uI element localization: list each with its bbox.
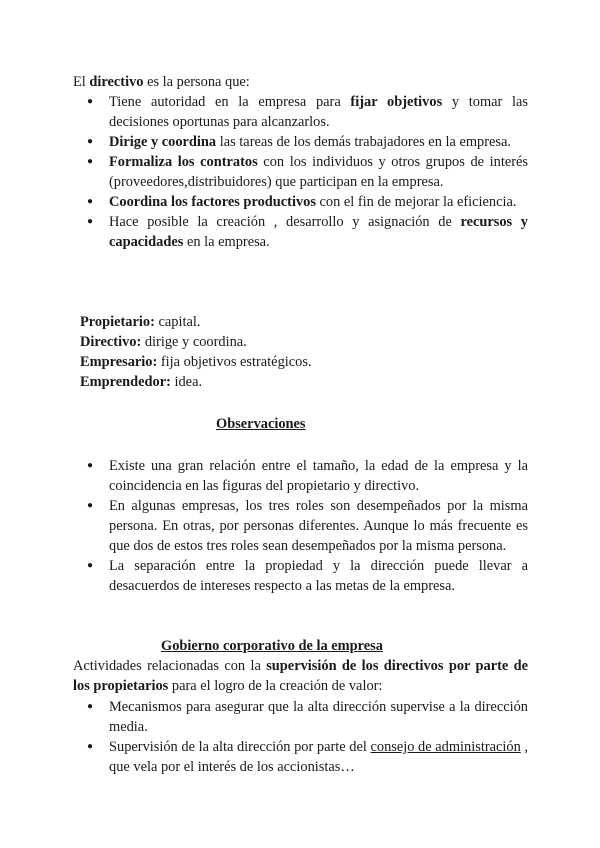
observaciones-heading: Observaciones bbox=[216, 416, 306, 432]
list-item: ● Mecanismos para asegurar que la alta dirección supervise a la dirección media. bbox=[73, 697, 528, 737]
gobierno-paragraph: Actividades relacionadas con la supervisión de los directivos por parte de los propietarios para el logro de la creación de valor: bbox=[73, 658, 529, 694]
list-item: ● En algunas empresas, los tres roles son desempeñados por la misma persona. En otras, por personas diferentes. Aunque lo más frecuente es que dos de estos tres roles sean desempeñados por la misma persona. bbox=[73, 496, 528, 556]
gobierno-list bbox=[73, 697, 528, 777]
list-item: ● Supervisión de la alta dirección por parte del consejo de administración , que vela por el interés de los accionistas… bbox=[73, 737, 528, 777]
list-item: ● Formaliza los contratos con los individuos y otros grupos de interés (proveedores,distribuidores) que participan en la empresa. bbox=[73, 152, 528, 192]
role-empresario: Empresario: fija objetivos estratégicos. bbox=[80, 354, 312, 370]
intro-line bbox=[73, 72, 250, 92]
list-item: ● Coordina los factores productivos con el fin de mejorar la eficiencia. bbox=[73, 192, 528, 212]
observaciones-list bbox=[73, 456, 528, 596]
list-item: ● Existe una gran relación entre el tamaño, la edad de la empresa y la coincidencia en las figuras del propietario y directivo. bbox=[73, 456, 528, 496]
intro-bold: directivo bbox=[89, 74, 144, 90]
list-item: ● Dirige y coordina las tareas de los demás trabajadores en la empresa. bbox=[73, 132, 528, 152]
intro-post: es la persona que: bbox=[143, 74, 250, 90]
list-item: ● La separación entre la propiedad y la dirección puede llevar a desacuerdos de intereses respecto a las metas de la empresa. bbox=[73, 556, 528, 596]
role-propietario: Propietario: capital. bbox=[80, 314, 201, 330]
gobierno-heading: Gobierno corporativo de la empresa bbox=[161, 638, 383, 654]
consejo-link-text: consejo de administración bbox=[370, 739, 521, 755]
directivo-list bbox=[73, 92, 528, 252]
role-directivo: Directivo: dirige y coordina. bbox=[80, 334, 247, 350]
intro-pre: El bbox=[73, 74, 90, 90]
list-item: ● Tiene autoridad en la empresa para fijar objetivos y tomar las decisiones oportunas para alcanzarlos. bbox=[73, 92, 528, 132]
list-item: ● Hace posible la creación , desarrollo y asignación de recursos y capacidades en la empresa. bbox=[73, 212, 528, 252]
roles-block bbox=[80, 312, 312, 392]
role-emprendedor: Emprendedor: idea. bbox=[80, 374, 203, 390]
